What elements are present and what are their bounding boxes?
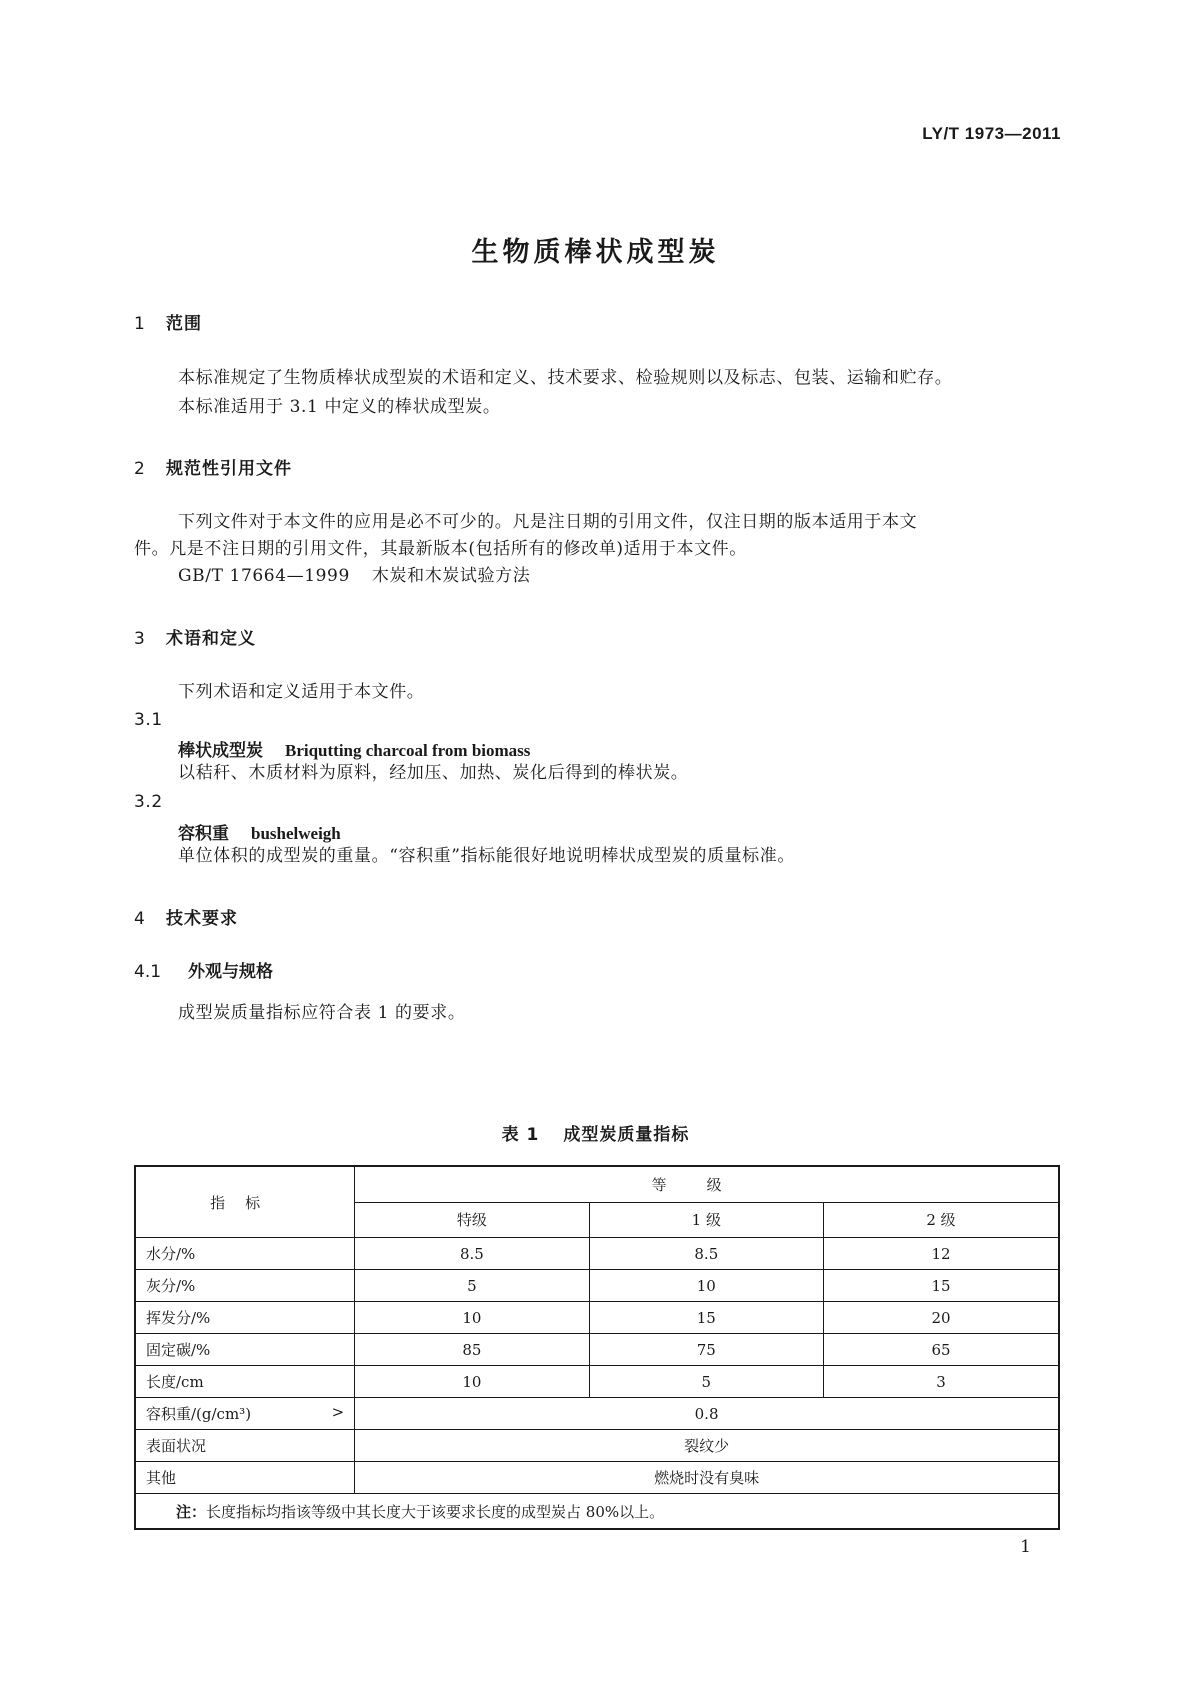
cell-value: 20 — [824, 1302, 1059, 1334]
row-label: 表面状况 — [135, 1430, 355, 1462]
cell-value: 12 — [824, 1238, 1059, 1270]
table-header-row-1 — [135, 1166, 1059, 1202]
table-note-row — [135, 1494, 1059, 1530]
row-label: 挥发分/% — [135, 1302, 355, 1334]
cell-value: 5 — [355, 1270, 589, 1302]
term-3-1-definition: 以秸秆、木质材料为原料，经加压、加热、炭化后得到的棒状炭。 — [178, 763, 689, 783]
quality-index-table — [134, 1165, 1060, 1530]
section-1-title: 范围 — [166, 314, 202, 334]
cell-value: 85 — [355, 1334, 589, 1366]
normative-reference — [178, 566, 530, 586]
term-3-1 — [178, 736, 530, 761]
table-caption — [0, 1120, 1191, 1145]
cell-value: 75 — [589, 1334, 823, 1366]
table-caption-number: 表 1 — [501, 1125, 540, 1145]
bulk-density-label: 容积重/(g/cm³) — [146, 1405, 252, 1423]
table-row — [135, 1302, 1059, 1334]
note-text: 长度指标均指该等级中其长度大于该要求长度的成型炭占 80%以上。 — [206, 1502, 665, 1521]
section-1-number: 1 — [134, 314, 146, 334]
section-3-para-1: 下列术语和定义适用于本文件。 — [178, 682, 425, 702]
table-row — [135, 1238, 1059, 1270]
term-3-2-definition: 单位体积的成型炭的重量。“容积重”指标能很好地说明棒状成型炭的质量标准。 — [178, 846, 795, 866]
table-row — [135, 1366, 1059, 1398]
section-4-1-title: 外观与规格 — [188, 962, 273, 982]
term-3-2 — [178, 819, 341, 844]
row-label: 灰分/% — [135, 1270, 355, 1302]
section-4-number: 4 — [134, 909, 146, 929]
term-3-2-zh: 容积重 — [178, 824, 229, 844]
section-3-heading — [134, 624, 256, 649]
section-2-para-1b: 件。凡是不注日期的引用文件，其最新版本(包括所有的修改单)适用于本文件。 — [134, 539, 747, 559]
header-grade-1: 1 级 — [589, 1202, 823, 1238]
cell-value: 8.5 — [355, 1238, 589, 1270]
cell-value: 5 — [589, 1366, 823, 1398]
cell-value: 3 — [824, 1366, 1059, 1398]
section-3-number: 3 — [134, 629, 146, 649]
table-row-other — [135, 1462, 1059, 1494]
table-row-surface — [135, 1430, 1059, 1462]
table-row — [135, 1270, 1059, 1302]
section-1-para-1: 本标准规定了生物质棒状成型炭的术语和定义、技术要求、检验规则以及标志、包装、运输和贮存。 — [178, 368, 953, 388]
table-caption-title: 成型炭质量指标 — [563, 1125, 690, 1145]
section-4-title: 技术要求 — [166, 909, 238, 929]
other-value: 燃烧时没有臭味 — [355, 1462, 1059, 1494]
header-grade-special: 特级 — [355, 1202, 589, 1238]
cell-value: 15 — [824, 1270, 1059, 1302]
cell-value: 10 — [589, 1270, 823, 1302]
cell-value: 15 — [589, 1302, 823, 1334]
section-4-1-heading — [134, 957, 273, 982]
section-3-title: 术语和定义 — [166, 629, 256, 649]
section-1-para-2: 本标准适用于 3.1 中定义的棒状成型炭。 — [178, 397, 501, 417]
section-2-heading — [134, 454, 292, 479]
header-grade-2: 2 级 — [824, 1202, 1059, 1238]
page-number: 1 — [1020, 1537, 1031, 1557]
greater-than-sign: > — [331, 1403, 345, 1421]
document-title: 生物质棒状成型炭 — [471, 237, 720, 268]
bulk-density-value: 0.8 — [355, 1398, 1059, 1430]
row-label — [135, 1398, 355, 1430]
section-2-title: 规范性引用文件 — [166, 459, 292, 479]
standard-code: LY/T 1973—2011 — [922, 124, 1061, 143]
section-2-para-1a: 下列文件对于本文件的应用是必不可少的。凡是注日期的引用文件，仅注日期的版本适用于本文 — [178, 512, 918, 532]
table-row-bulk-density — [135, 1398, 1059, 1430]
section-1-heading — [134, 309, 202, 334]
section-4-1-number: 4.1 — [134, 962, 162, 982]
cell-value: 65 — [824, 1334, 1059, 1366]
term-3-1-en: Briqutting charcoal from biomass — [285, 741, 531, 760]
header-grade: 等级 — [355, 1166, 1059, 1202]
cell-value: 8.5 — [589, 1238, 823, 1270]
section-4-1-para-1: 成型炭质量指标应符合表 1 的要求。 — [178, 1003, 466, 1023]
row-label: 水分/% — [135, 1238, 355, 1270]
term-3-1-number: 3.1 — [134, 710, 163, 730]
header-index: 指标 — [135, 1166, 355, 1238]
term-3-2-number: 3.2 — [134, 792, 163, 812]
row-label: 其他 — [135, 1462, 355, 1494]
row-label: 长度/cm — [135, 1366, 355, 1398]
reference-code: GB/T 17664—1999 — [178, 566, 350, 586]
section-4-heading — [134, 904, 238, 929]
cell-value: 10 — [355, 1302, 589, 1334]
table-note — [135, 1494, 1059, 1530]
note-prefix: 注： — [176, 1502, 207, 1521]
table-row — [135, 1334, 1059, 1366]
surface-value: 裂纹少 — [355, 1430, 1059, 1462]
row-label: 固定碳/% — [135, 1334, 355, 1366]
section-2-number: 2 — [134, 459, 146, 479]
term-3-2-en: bushelweigh — [251, 824, 341, 843]
cell-value: 10 — [355, 1366, 589, 1398]
term-3-1-zh: 棒状成型炭 — [178, 741, 263, 761]
reference-title: 木炭和木炭试验方法 — [371, 566, 531, 586]
